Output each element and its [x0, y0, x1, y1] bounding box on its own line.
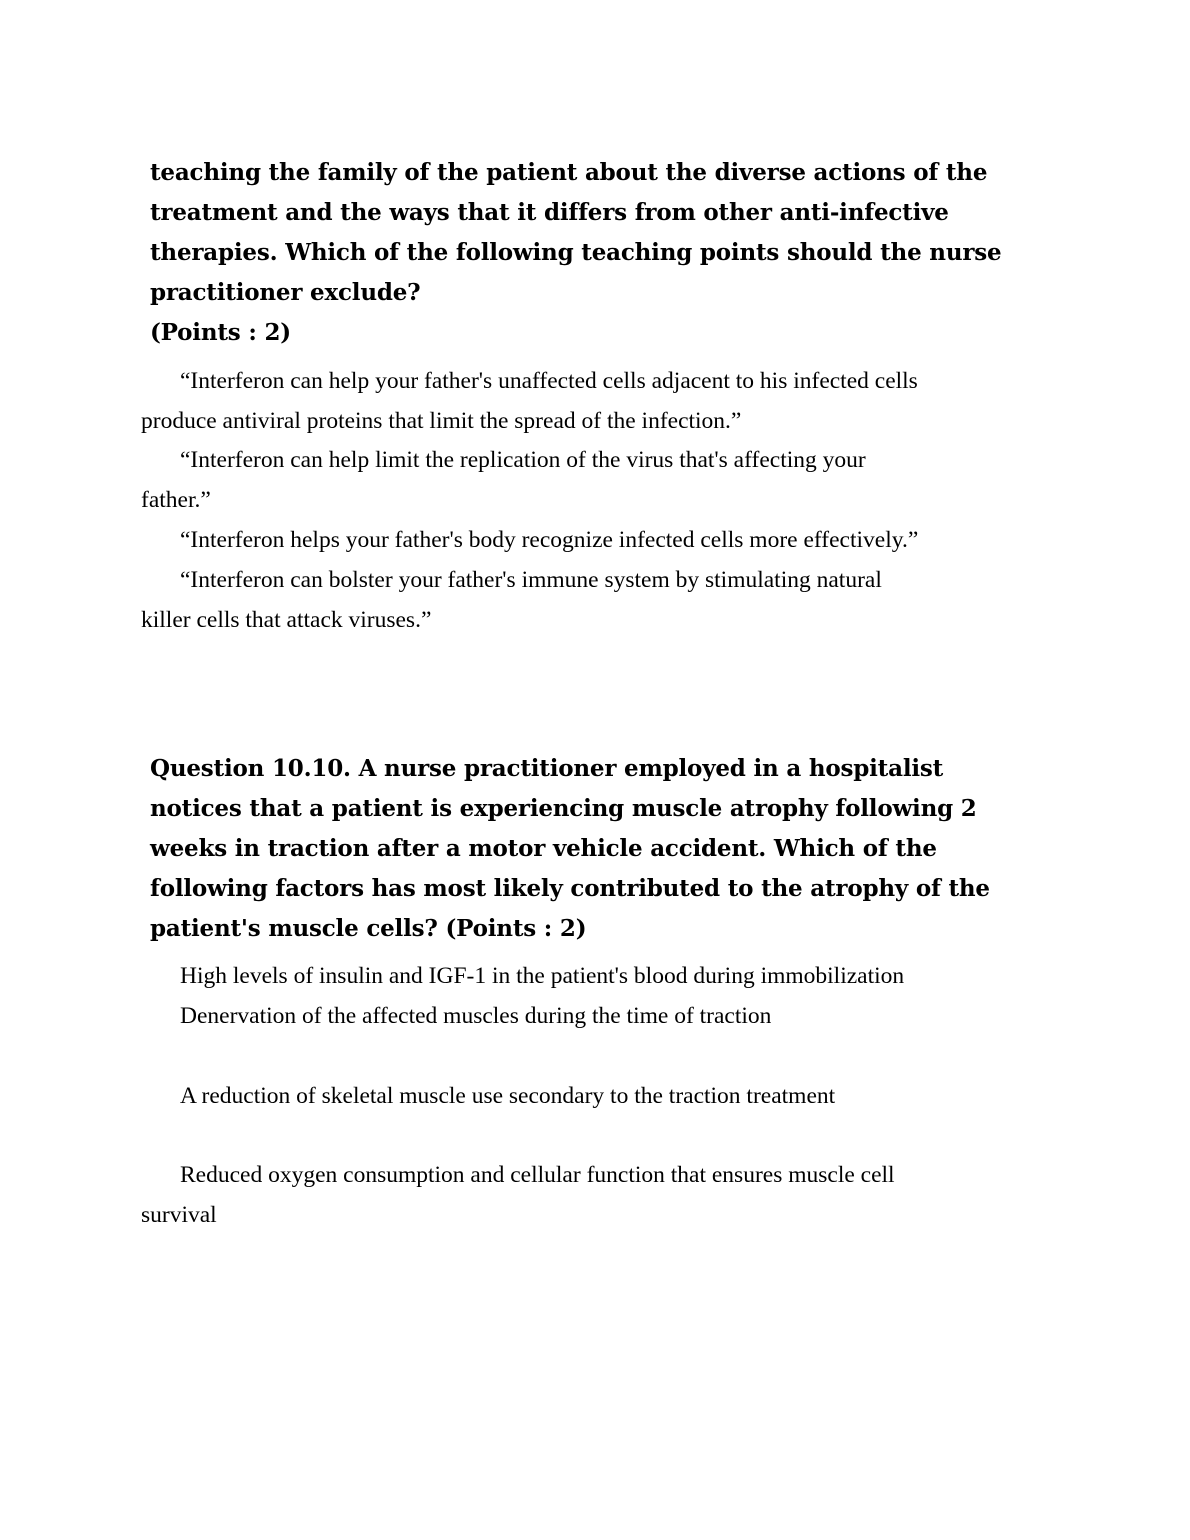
question-10-option-1[interactable]: [141, 957, 1021, 997]
question-10-stem-line: patient's muscle cells? (Points : 2): [150, 915, 587, 942]
question-9-stem-line: therapies. Which of the following teaching points should the nurse: [150, 239, 1002, 266]
question-10-stem-line: notices that a patient is experiencing muscle atrophy following 2: [150, 795, 977, 822]
question-9-points: (Points : 2): [150, 319, 291, 346]
option-text: “Interferon can help limit the replication of the virus that's affecting your: [180, 447, 866, 473]
question-10-stem-line: Question 10.10. A nurse practitioner employed in a hospitalist: [150, 755, 944, 782]
option-text: “Interferon helps your father's body recognize infected cells more effectively.”: [180, 527, 919, 553]
option-text: produce antiviral proteins that limit the spread of the infection.”: [141, 407, 742, 434]
question-10-option-4[interactable]: [141, 1156, 1021, 1235]
question-10-stem: [150, 749, 1010, 949]
question-10-stem-line: weeks in traction after a motor vehicle accident. Which of the: [150, 835, 937, 862]
question-9-option-2[interactable]: [141, 441, 1021, 520]
question-10-option-3[interactable]: [141, 1077, 1021, 1117]
question-9-option-1[interactable]: [141, 362, 1021, 441]
option-text: A reduction of skeletal muscle use secondary to the traction treatment: [180, 1083, 836, 1109]
question-10-stem-line: following factors has most likely contributed to the atrophy of the: [150, 875, 990, 902]
question-10-option-2[interactable]: [141, 997, 1021, 1037]
option-text: “Interferon can bolster your father's immune system by stimulating natural: [180, 567, 882, 593]
question-9-option-3[interactable]: [141, 521, 1021, 561]
question-9-stem: [150, 153, 1010, 353]
option-text: survival: [141, 1201, 217, 1228]
option-text: killer cells that attack viruses.”: [141, 606, 432, 633]
option-text: “Interferon can help your father's unaffected cells adjacent to his infected cells: [180, 368, 918, 394]
question-9-stem-line: treatment and the ways that it differs from other anti-infective: [150, 199, 949, 226]
question-9-stem-line: practitioner exclude?: [150, 279, 421, 306]
option-text: High levels of insulin and IGF-1 in the patient's blood during immobilization: [180, 963, 905, 989]
option-text: Denervation of the affected muscles during the time of traction: [180, 1003, 772, 1029]
question-9-stem-line: teaching the family of the patient about the diverse actions of the: [150, 159, 988, 186]
question-9-option-4[interactable]: [141, 561, 1021, 640]
option-text: Reduced oxygen consumption and cellular function that ensures muscle cell: [180, 1162, 895, 1188]
option-text: father.”: [141, 486, 211, 513]
